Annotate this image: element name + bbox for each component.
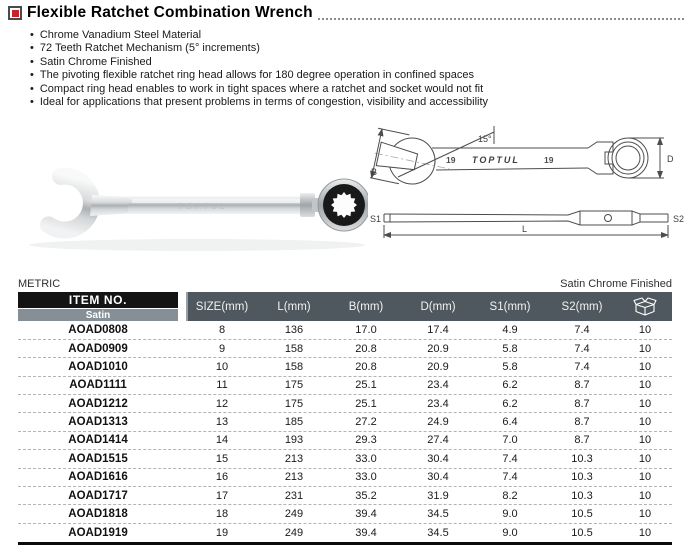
dim-cell: 25.1 [355, 379, 377, 392]
item-no-cell: AOAD1919 [68, 526, 128, 539]
feature-item: • The pivoting flexible ratchet ring head allows for 180 degree operation in confined spaces [30, 69, 690, 82]
dim-cell: 20.8 [355, 360, 377, 373]
wrench-photo [12, 143, 368, 275]
qty-cell: 10 [638, 397, 652, 410]
size-stamp-right: 19 [544, 155, 554, 166]
dim-cell: 8.7 [574, 379, 590, 392]
drawing-ring [608, 138, 648, 178]
dim-cell: 7.4 [502, 452, 518, 465]
dim-cell: 14 [215, 434, 229, 447]
dim-cell: 10.5 [571, 526, 593, 539]
column-gap [178, 292, 186, 321]
table-row [18, 358, 672, 376]
qty-cell: 10 [638, 324, 652, 337]
column-gap [178, 469, 186, 486]
feature-item: • Compact ring head enables to work in tight spaces where a ratchet and socket would not fit [30, 83, 690, 96]
dim-cell: 30.4 [427, 452, 449, 465]
col-header-size: SIZE(mm) [186, 292, 258, 321]
table-meta-row [18, 277, 672, 290]
dim-s1-label: S1 [370, 214, 382, 225]
table-bottom-rule [18, 542, 672, 545]
dim-cell: 20.9 [427, 342, 449, 355]
title-dotted-rule [318, 7, 684, 20]
dim-cell: 7.0 [502, 434, 518, 447]
table-header [18, 292, 672, 321]
item-no-cell: AOAD0808 [68, 324, 128, 337]
dim-cell: 249 [284, 508, 304, 521]
dim-cell: 35.2 [355, 489, 377, 502]
dim-cell: 7.4 [502, 471, 518, 484]
table-row [18, 340, 672, 358]
size-stamp-left: 19 [446, 155, 456, 166]
dim-cell: 33.0 [355, 471, 377, 484]
item-no-cell: AOAD1212 [68, 397, 128, 410]
dim-cell: 39.4 [355, 508, 377, 521]
qty-cell: 10 [638, 434, 652, 447]
qty-cell: 10 [638, 471, 652, 484]
dim-cell: 9.0 [502, 508, 518, 521]
red-square-inner [12, 10, 19, 17]
dim-cell: 24.9 [427, 416, 449, 429]
dim-cell: 27.2 [355, 416, 377, 429]
photo-shadow [29, 239, 365, 251]
dim-cell: 23.4 [427, 397, 449, 410]
red-square-bullet-icon [8, 6, 22, 20]
dim-cell: 10.5 [571, 508, 593, 521]
title-row [0, 0, 690, 22]
open-end-head [48, 175, 97, 236]
dim-cell: 15 [215, 452, 229, 465]
feature-item: • Ideal for applications that present problems in terms of congestion, visibility and accessibility [30, 96, 690, 109]
dim-cell: 13 [215, 416, 229, 429]
dim-cell: 10.3 [571, 489, 593, 502]
dim-cell: 7.4 [574, 360, 590, 373]
dim-cell: 25.1 [355, 397, 377, 410]
dim-cell: 20.9 [427, 360, 449, 373]
dim-cell: 6.2 [502, 379, 518, 392]
dim-cell: 213 [284, 471, 304, 484]
dim-cell: 30.4 [427, 471, 449, 484]
dim-cell: 12 [215, 397, 229, 410]
dim-s2-label: S2 [673, 214, 685, 225]
column-gap [178, 450, 186, 467]
dim-cell: 158 [284, 360, 304, 373]
spec-table [18, 292, 672, 545]
column-gap [178, 395, 186, 412]
table-row [18, 505, 672, 523]
item-no-cell: AOAD1010 [68, 360, 128, 373]
ratchet-ring-head [318, 179, 368, 231]
dim-cell: 19 [215, 526, 229, 539]
dim-cell: 17 [215, 489, 229, 502]
item-no-cell: AOAD1313 [68, 416, 128, 429]
drawing-open-end [370, 129, 454, 194]
col-header-s2: S2(mm) [546, 292, 618, 321]
item-no-cell: AOAD1616 [68, 471, 128, 484]
qty-cell: 10 [638, 416, 652, 429]
dim-cell: 16 [215, 471, 229, 484]
feature-item: • Chrome Vanadium Steel Material [30, 29, 690, 42]
column-gap [178, 487, 186, 504]
column-gap [178, 377, 186, 394]
column-gap [178, 358, 186, 375]
dim-cell: 17.0 [355, 324, 377, 337]
item-no-cell: AOAD0909 [68, 342, 128, 355]
dim-cell: 34.5 [427, 508, 449, 521]
qty-cell: 10 [638, 360, 652, 373]
col-header-s1: S1(mm) [474, 292, 546, 321]
dim-cell: 231 [284, 489, 304, 502]
column-gap [178, 524, 186, 542]
qty-cell: 10 [638, 526, 652, 539]
dim-cell: 33.0 [355, 452, 377, 465]
technical-drawing [370, 119, 688, 259]
shaft-stamp: TOPTUL [178, 202, 228, 212]
qty-cell: 10 [638, 452, 652, 465]
carton-box-icon [633, 296, 657, 317]
angle-label: 15° [478, 134, 492, 145]
dim-cell: 31.9 [427, 489, 449, 502]
qty-cell: 10 [638, 379, 652, 392]
qty-cell: 10 [638, 342, 652, 355]
dim-cell: 158 [284, 342, 304, 355]
table-row [18, 450, 672, 468]
feature-item: • Satin Chrome Finished [30, 56, 690, 69]
dim-cell: 18 [215, 508, 229, 521]
column-gap [178, 321, 186, 338]
table-row [18, 377, 672, 395]
dim-cell: 39.4 [355, 526, 377, 539]
dim-cell: 5.8 [502, 342, 518, 355]
col-header-l: L(mm) [258, 292, 330, 321]
dim-cell: 23.4 [427, 379, 449, 392]
dim-cell: 27.4 [427, 434, 449, 447]
table-row [18, 469, 672, 487]
column-gap [178, 413, 186, 430]
dim-cell: 20.8 [355, 342, 377, 355]
dim-cell: 10 [215, 360, 229, 373]
qty-column-header [618, 292, 672, 321]
media-section [0, 117, 690, 277]
item-no-cell: AOAD1515 [68, 452, 128, 465]
dim-d-label: D [667, 154, 674, 165]
dim-cell: 8.7 [574, 397, 590, 410]
satin-sublabel: Satin [18, 309, 178, 321]
dim-cell: 17.4 [427, 324, 449, 337]
dim-cell: 193 [284, 434, 304, 447]
dim-cell: 10.3 [571, 471, 593, 484]
col-header-b: B(mm) [330, 292, 402, 321]
wrench-neck [90, 195, 134, 216]
dim-cell: 11 [216, 379, 228, 392]
dim-cell: 5.8 [502, 360, 518, 373]
column-gap [178, 432, 186, 449]
dim-cell: 213 [284, 452, 304, 465]
dim-cell: 249 [284, 526, 304, 539]
dim-cell: 8.2 [502, 489, 518, 502]
item-no-cell: AOAD1818 [68, 508, 128, 521]
unit-label: METRIC [18, 278, 61, 291]
item-no-cell: AOAD1717 [68, 489, 128, 502]
qty-cell: 10 [638, 489, 652, 502]
col-header-d: D(mm) [402, 292, 474, 321]
dim-b-label: B [371, 167, 378, 178]
dim-cell: 136 [284, 324, 304, 337]
dim-cell: 6.4 [502, 416, 518, 429]
column-gap [178, 505, 186, 522]
dim-cell: 4.9 [502, 324, 518, 337]
dim-cell: 34.5 [427, 526, 449, 539]
page-title: Flexible Ratchet Combination Wrench [27, 4, 313, 21]
table-body [18, 321, 672, 542]
table-row [18, 395, 672, 413]
dim-cell: 8.7 [574, 434, 590, 447]
item-no-header [18, 292, 178, 321]
finish-label: Satin Chrome Finished [560, 278, 672, 291]
table-row [18, 413, 672, 431]
dim-cell: 8.7 [574, 416, 590, 429]
dim-cell: 175 [284, 397, 304, 410]
dim-cell: 9 [218, 342, 226, 355]
table-row [18, 487, 672, 505]
table-row [18, 432, 672, 450]
item-no-cell: AOAD1111 [69, 379, 127, 392]
qty-cell: 10 [638, 508, 652, 521]
drawing-side-profile [384, 211, 668, 225]
item-no-label: ITEM NO. [18, 292, 178, 308]
dim-cell: 10.3 [571, 452, 593, 465]
dim-l-label: L [522, 224, 528, 235]
dim-cell: 6.2 [502, 397, 518, 410]
item-no-cell: AOAD1414 [68, 434, 128, 447]
column-gap [178, 340, 186, 357]
drawing-yoke [588, 142, 613, 174]
feature-item: • 72 Teeth Ratchet Mechanism (5° increments) [30, 42, 690, 55]
dim-cell: 8 [218, 324, 226, 337]
dim-cell: 7.4 [574, 342, 590, 355]
dim-cell: 175 [284, 379, 304, 392]
dim-cell: 185 [284, 416, 304, 429]
brand-stamp: TOPTUL [472, 155, 520, 166]
table-row [18, 321, 672, 339]
dim-cell: 29.3 [355, 434, 377, 447]
table-row [18, 524, 672, 542]
dim-cell: 9.0 [502, 526, 518, 539]
dim-cell: 7.4 [574, 324, 590, 337]
feature-list [30, 29, 690, 109]
